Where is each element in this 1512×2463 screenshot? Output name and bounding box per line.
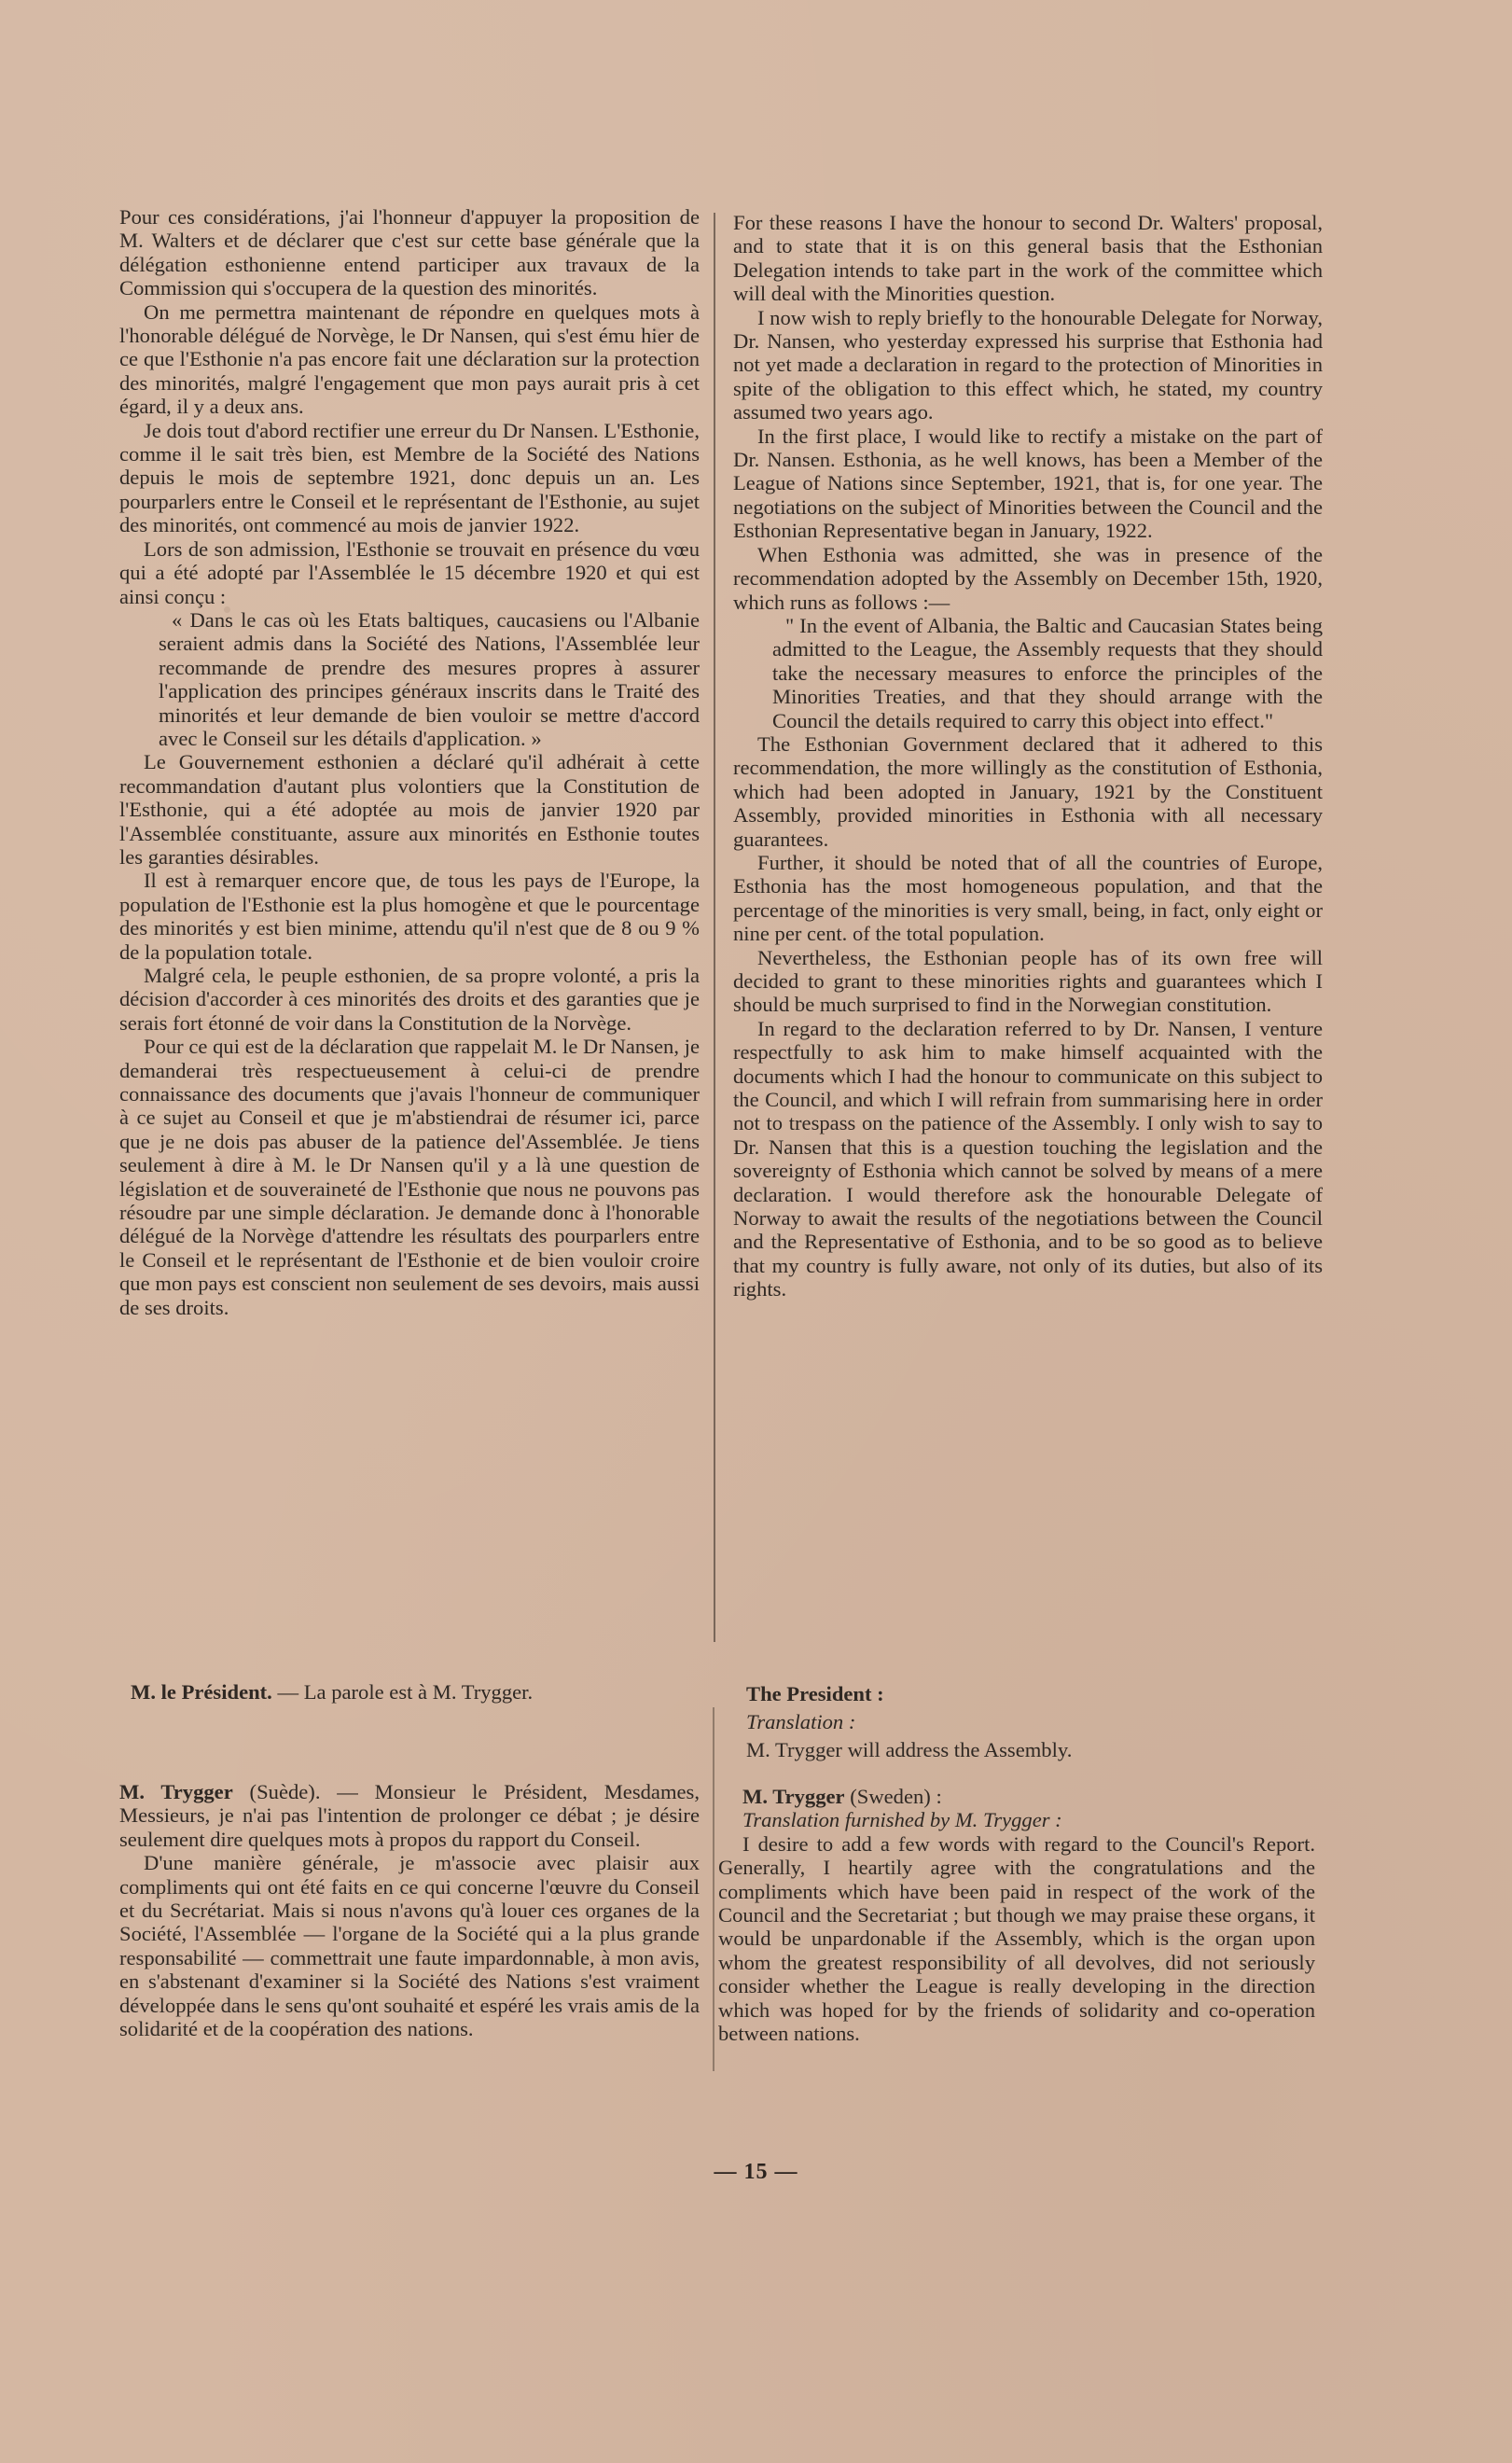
french-paragraph <box>119 1780 700 1851</box>
english-paragraph: I now wish to reply briefly to the honourable Delegate for Norway, Dr. Nansen, who yesterday expressed his surprise that Esthonia had not yet made a declaration in regard to the protection of Minorities in spite of the obligation to this effect which, he stated, my country assumed two years ago. <box>733 305 1323 424</box>
speaker-name: M. Trygger <box>119 1780 233 1803</box>
french-column-bottom <box>119 1780 700 2040</box>
french-column-top <box>119 205 700 1319</box>
english-paragraph: In the first place, I would like to rectify a mistake on the part of Dr. Nansen. Esthonia, as he well knows, has been a Member of the League of Nations since September, 1921, that is, for one year. The negotiations on the subject of Minorities between the Council and the Esthonian Representative began in January, 1922. <box>733 424 1323 543</box>
speaker-name: M. Trygger <box>742 1785 845 1808</box>
french-president-line <box>131 1679 690 1705</box>
translation-label: Translation furnished by M. Trygger : <box>742 1808 1062 1832</box>
english-paragraph: In regard to the declaration referred to by Dr. Nansen, I venture respectfully to ask him to make himself acquainted with the documents which I had the honour to communicate on this subject to the Council, and which I will refrain from summarising here in order not to trespass on the patience of the Assembly. I only wish to say to Dr. Nansen that this is a question touching the legislation and the sovereignty of Esthonia which cannot be solved by means of a mere declaration. I would therefore ask the honourable Delegate of Norway to await the results of the negotiations between the Council and the Representative of Esthonia, and to be so good as to believe that my country is fully aware, not only of its duties, but also of its rights. <box>733 1016 1323 1301</box>
english-paragraph: For these reasons I have the honour to second Dr. Walters' proposal, and to state that it is on this general basis that the Esthonian Delegation intends to take part in the work of the committee which will deal with the Minorities question. <box>733 211 1323 306</box>
column-divider <box>713 1707 714 2071</box>
president-remark: — La parole est à M. Trygger. <box>271 1680 534 1704</box>
french-paragraph: Je dois tout d'abord rectifier une erreur du Dr Nansen. L'Esthonie, comme il le sait très bien, est Membre de la Société des Nations depuis le mois de septembre 1921, donc depuis un an. Les pourparlers entre le Conseil et le représentant de l'Esthonie, au sujet des minorités, ont commencé au mois de janvier 1922. <box>119 418 700 537</box>
french-paragraph: Le Gouvernement esthonien a déclaré qu'il adhérait à cette recommandation d'autant plus volontiers que la Constitution de l'Esthonie, qui a été adoptée au mois de janvier 1920 par l'Assemblée constituante, assure aux minorités en Esthonie toutes les garanties désirables. <box>119 750 700 869</box>
french-paragraph: On me permettra maintenant de répondre en quelques mots à l'honorable délégué de Norvège, le Dr Nansen, qui s'est ému hier de ce que l'Esthonie n'a pas encore fait une déclaration sur la protection des minorités, malgré l'engagement que mon pays aurait pris à cet égard, il y a deux ans. <box>119 299 700 419</box>
english-paragraph: Further, it should be noted that of all the countries of Europe, Esthonia has the most homogeneous population, and that the percentage of the minorities is very small, being, in fact, only eight or nine per cent. of the total population. <box>733 850 1323 946</box>
english-paragraph: When Esthonia was admitted, she was in presence of the recommendation adopted by the Assembly on December 15th, 1920, which runs as follows :— <box>733 542 1323 614</box>
president-remark: M. Trygger will address the Assembly. <box>746 1738 1073 1761</box>
page-number: — 15 — <box>714 2160 798 2184</box>
french-quote: « Dans le cas où les Etats baltiques, caucasiens ou l'Albanie seraient admis dans la Société des Nations, l'Assemblée leur recommande de prendre des mesures propres à assurer l'application des principes généraux inscrits dans le Traité des minorités et leur demande de bien vouloir se mettre d'accord avec le Conseil sur les détails d'application. » <box>159 607 700 750</box>
english-quote: " In the event of Albania, the Baltic and Caucasian States being admitted to the League, the Assembly requests that they should take the necessary measures to enforce the principles of the Minorities Treaties, and that they should arrange with the Council the details required to carry this object into effect." <box>772 613 1323 732</box>
speaker-name: M. le Président. <box>131 1680 272 1704</box>
french-paragraph: Pour ce qui est de la déclaration que rappelait M. le Dr Nansen, je demanderai très respectueusement à celui-ci de prendre connaissance des documents que j'avais l'honneur de communiquer à ce sujet au Conseil et que je m'abstiendrai de résumer ici, parce que je ne dois pas abuser de la patience del'Assemblée. Je tiens seulement à dire à M. le Dr Nansen qu'il y a là une question de législation et de souveraineté de l'Esthonie que nous ne pouvons pas résoudre par une simple déclaration. Je demande donc à l'honorable délégué de la Norvège d'attendre les résultats des pourparlers entre le Conseil et le représentant de l'Esthonie et de bien vouloir croire que mon pays est conscient non seulement de ses devoirs, mais aussi de ses droits. <box>119 1035 700 1319</box>
speaker-name: The President : <box>746 1682 884 1705</box>
french-paragraph: Lors de son admission, l'Esthonie se trouvait en présence du vœu qui a été adopté par l'Assemblée le 15 décembre 1920 et qui est ainsi conçu : <box>119 536 700 608</box>
english-president-block <box>746 1681 1306 1765</box>
french-paragraph: Pour ces considérations, j'ai l'honneur d'appuyer la proposition de M. Walters et de déclarer que c'est sur cette base générale que la délégation esthonienne entend participer aux travaux de la Commission qui s'occupera de la question des minorités. <box>119 205 700 300</box>
speaker-heading <box>742 1785 1315 1808</box>
french-paragraph: Malgré cela, le peuple esthonien, de sa propre volonté, a pris la décision d'accorder à ces minorités des droits et des garanties que je serais fort étonné de voir dans la Constitution de la Norvège. <box>119 964 700 1035</box>
speaker-country: (Sweden) : <box>844 1785 942 1808</box>
english-column-top <box>733 211 1323 1301</box>
english-column-bottom <box>718 1785 1315 2045</box>
speaker-country: (Suède). <box>232 1780 321 1803</box>
translation-label: Translation : <box>746 1710 856 1733</box>
column-divider <box>714 213 715 1642</box>
french-paragraph: D'une manière générale, je m'associe avec plaisir aux compliments qui ont été faits en ce qui concerne l'œuvre du Conseil et du Secrétariat. Mais si nous n'avons qu'à louer ces organes de la Société, l'Assemblée — l'organe de la Société qui a la plus grande responsabilité — commettrait une faute impardonnable, à mon avis, en s'abstenant d'examiner si la Société des Nations s'est vraiment développée dans le sens qu'ont souhaité et espéré les vrais amis de la solidarité et de la coopération des nations. <box>119 1851 700 2041</box>
english-paragraph: I desire to add a few words with regard to the Council's Report. Generally, I heartily agree with the congratulations and the compliments which have been paid in respect of the work of the Council and the Secretariat ; but though we may praise these organs, it would be unpardonable if the Assembly, which is the organ upon whom the greatest responsibility of all devolves, did not seriously consider whether the League is really developing in the direction which was hoped for by the friends of solidarity and co-operation between nations. <box>718 1831 1315 2046</box>
french-paragraph: Il est à remarquer encore que, de tous les pays de l'Europe, la population de l'Esthonie est la plus homogène et que le pourcentage des minorités y est bien minime, attendu qu'il n'est que de 8 ou 9 % de la population totale. <box>119 869 700 964</box>
english-paragraph: The Esthonian Government declared that it adhered to this recommendation, the more willingly as the constitution of Esthonia, which had been adopted in January, 1921 by the Constituent Assembly, provided minorities in Esthonia with all necessary guarantees. <box>733 731 1323 851</box>
english-paragraph: Nevertheless, the Esthonian people has of its own free will decided to grant to these minorities rights and guarantees which I should be much surprised to find in the Norwegian constitution. <box>733 945 1323 1017</box>
speech-text: — Monsieur le Président, Mesdames, Messieurs, je n'ai pas l'intention de prolonger ce débat ; je désire seulement dire quelques mots à propos du rapport du Conseil. <box>119 1780 700 1851</box>
